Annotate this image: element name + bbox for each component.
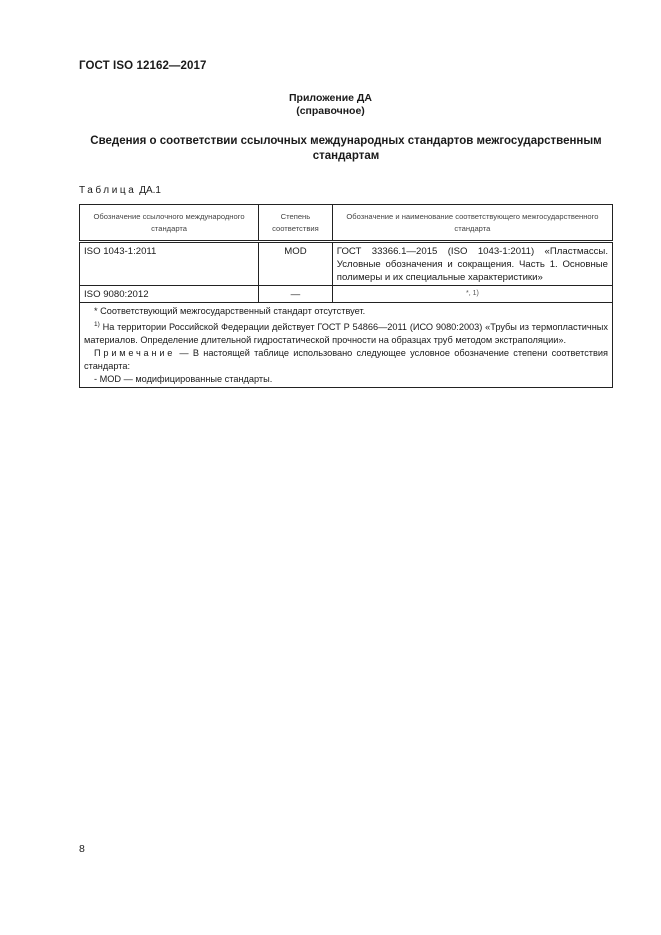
- cell-degree: —: [259, 286, 333, 303]
- note-text: — В настоящей таблице использовано следующее условное обозначение степени соответствия стандарта:: [84, 348, 608, 372]
- column-header-degree: Степень соответствия: [259, 205, 333, 242]
- footnote-reference: *, 1): [465, 290, 479, 297]
- section-title: Сведения о соответствии ссылочных международных стандартов межгосударственным стандартам: [90, 135, 602, 162]
- cell-reference: ISO 1043-1:2011: [80, 242, 259, 286]
- correspondence-table: [79, 204, 613, 388]
- cell-reference: ISO 9080:2012: [80, 286, 259, 303]
- cell-degree: MOD: [259, 242, 333, 286]
- asterisk-note: * Соответствующий межгосударственный стандарт отсутствует.: [94, 306, 366, 316]
- table-notes: [80, 303, 613, 388]
- table-row: [80, 242, 613, 286]
- footnote-marker: 1): [94, 321, 100, 328]
- footnote-1: [84, 318, 608, 347]
- table-row: [80, 286, 613, 303]
- page-number: 8: [79, 843, 85, 855]
- appendix-heading: [0, 92, 661, 118]
- table-caption-word: Таблица: [79, 185, 137, 196]
- table-notes-row: [80, 303, 613, 388]
- footnote-text: На территории Российской Федерации действует ГОСТ Р 54866—2011 (ИСО 9080:2003) «Трубы из термопластичных материалов. Определение длительной гидростатической прочности на образцах труб методом экстраполяции».: [84, 322, 608, 346]
- document-header: ГОСТ ISO 12162—2017: [79, 60, 207, 72]
- column-header-reference: Обозначение ссылочного международного стандарта: [80, 205, 259, 242]
- appendix-title: Приложение ДА: [289, 92, 372, 104]
- appendix-type: (справочное): [296, 105, 365, 117]
- cell-standard: [332, 286, 612, 303]
- column-header-standard: Обозначение и наименование соответствующего межгосударственного стандарта: [332, 205, 612, 242]
- mod-definition: - MOD — модифицированные стандарты.: [94, 374, 273, 385]
- table-header-row: [80, 205, 613, 242]
- table-caption: [79, 185, 161, 196]
- note-word: Примечание: [94, 348, 176, 359]
- table-caption-id: ДА.1: [136, 185, 161, 196]
- note-paragraph: [84, 347, 608, 373]
- cell-standard: ГОСТ 33366.1—2015 (ISO 1043-1:2011) «Пластмассы. Условные обозначения и сокращения. Часть 1. Основные полимеры и их специальные характеристики»: [332, 242, 612, 286]
